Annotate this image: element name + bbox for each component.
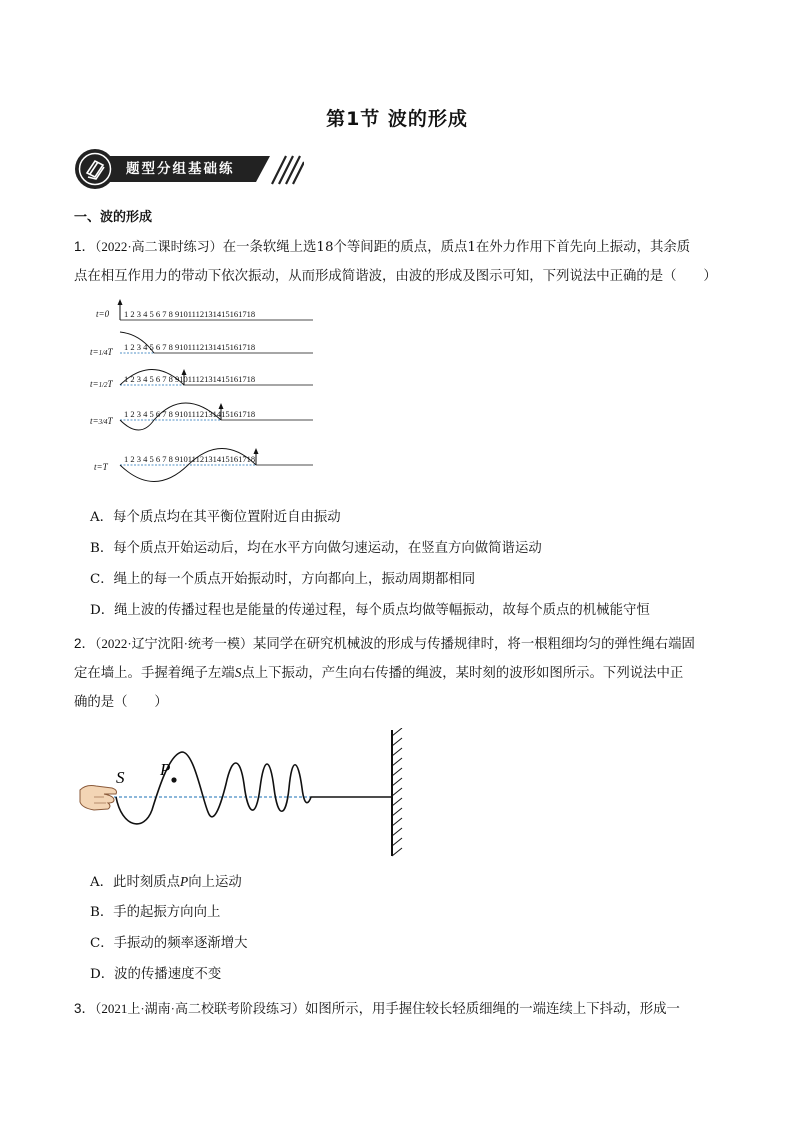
question-1-option-c[interactable]: C．绳上的每一个质点开始振动时，方向都向上，振动周期都相同 xyxy=(90,572,476,587)
question-2-text: 某同学在研究机械波的形成与传播规律时，将一根粗细均匀的弹性绳右端固 xyxy=(253,637,695,652)
question-3-number: 3． xyxy=(74,1001,95,1016)
question-2-option-b[interactable]: B．手的起振方向向上 xyxy=(90,905,221,920)
point-numbers-row-4: 1 2 3 4 5 6 7 8 9101112131415161718 xyxy=(124,454,256,464)
label-s: S xyxy=(116,768,125,787)
question-2-line-1 xyxy=(74,631,724,658)
section-banner xyxy=(74,148,304,190)
time-label-half-t: t=1/2T xyxy=(90,379,113,389)
question-1-option-d[interactable]: D．绳上波的传播过程也是能量的传递过程，每个质点均做等幅振动，故每个质点的机械能守恒 xyxy=(90,603,650,618)
question-1-text: 在一条软绳上选18个等间距的质点，质点1在外力作用下首先向上振动，其余质 xyxy=(222,240,691,255)
section-heading: 一、波的形成 xyxy=(74,210,153,225)
question-2-option-c[interactable]: C．手振动的频率逐渐增大 xyxy=(90,936,248,951)
wave-formation-figure xyxy=(88,298,318,498)
time-label-three-quarter-t: t=3/4T xyxy=(90,416,113,426)
question-1-line-1 xyxy=(74,234,724,261)
variable-p: P xyxy=(180,874,189,889)
question-2-option-d[interactable]: D．波的传播速度不变 xyxy=(90,967,222,982)
point-p-marker xyxy=(171,777,176,782)
question-3-source: （2021上·湖南·高二校联考阶段练习） xyxy=(94,1001,306,1016)
rope-wave-figure xyxy=(74,728,414,858)
question-1-line-2: 点在相互作用力的带动下依次振动，从而形成简谐波，由波的形成及图示可知，下列说法中正确的是（ ） xyxy=(74,269,717,284)
question-1-source: （2022·高二课时练习） xyxy=(94,239,223,254)
question-3-text: 如图所示，用手握住较长轻质细绳的一端连续上下抖动，形成一 xyxy=(305,1002,680,1017)
question-2-number: 2． xyxy=(74,636,95,651)
question-2-line-2: 定在墙上。手握着绳子左端S点上下振动，产生向右传播的绳波，某时刻的波形如图所示。下列说法中正 xyxy=(74,665,684,681)
question-3-line-1 xyxy=(74,996,754,1023)
question-2-source: （2022·辽宁沈阳·统考一模） xyxy=(94,636,254,651)
banner-label: 题型分组基础练 xyxy=(126,161,235,177)
point-numbers-row-3: 1 2 3 4 5 6 7 8 9101112131415161718 xyxy=(124,409,256,419)
hand-icon xyxy=(80,786,117,811)
question-2-line-3: 确的是（ ） xyxy=(74,695,168,710)
point-numbers-row-0: 1 2 3 4 5 6 7 8 9101112131415161718 xyxy=(124,309,256,319)
variable-s: S xyxy=(234,665,242,680)
question-1-option-a[interactable]: A．每个质点均在其平衡位置附近自由振动 xyxy=(90,510,341,525)
time-label-t0: t=0 xyxy=(96,309,110,319)
question-1-number: 1． xyxy=(74,239,95,254)
question-1-option-b[interactable]: B．每个质点开始运动后，均在水平方向做匀速运动，在竖直方向做简谐运动 xyxy=(90,541,542,556)
point-numbers-row-1: 1 2 3 4 5 6 7 8 9101112131415161718 xyxy=(124,342,256,352)
time-label-t: t=T xyxy=(94,462,108,472)
wall-hatching xyxy=(392,728,402,856)
label-p: P xyxy=(160,760,171,779)
time-label-quarter-t: t=1/4T xyxy=(90,347,113,357)
page-title: 第1节 波的形成 xyxy=(326,108,468,130)
question-2-option-a[interactable]: A．此时刻质点P向上运动 xyxy=(90,874,242,890)
point-numbers-row-2: 1 2 3 4 5 6 7 8 9101112131415161718 xyxy=(124,374,256,384)
